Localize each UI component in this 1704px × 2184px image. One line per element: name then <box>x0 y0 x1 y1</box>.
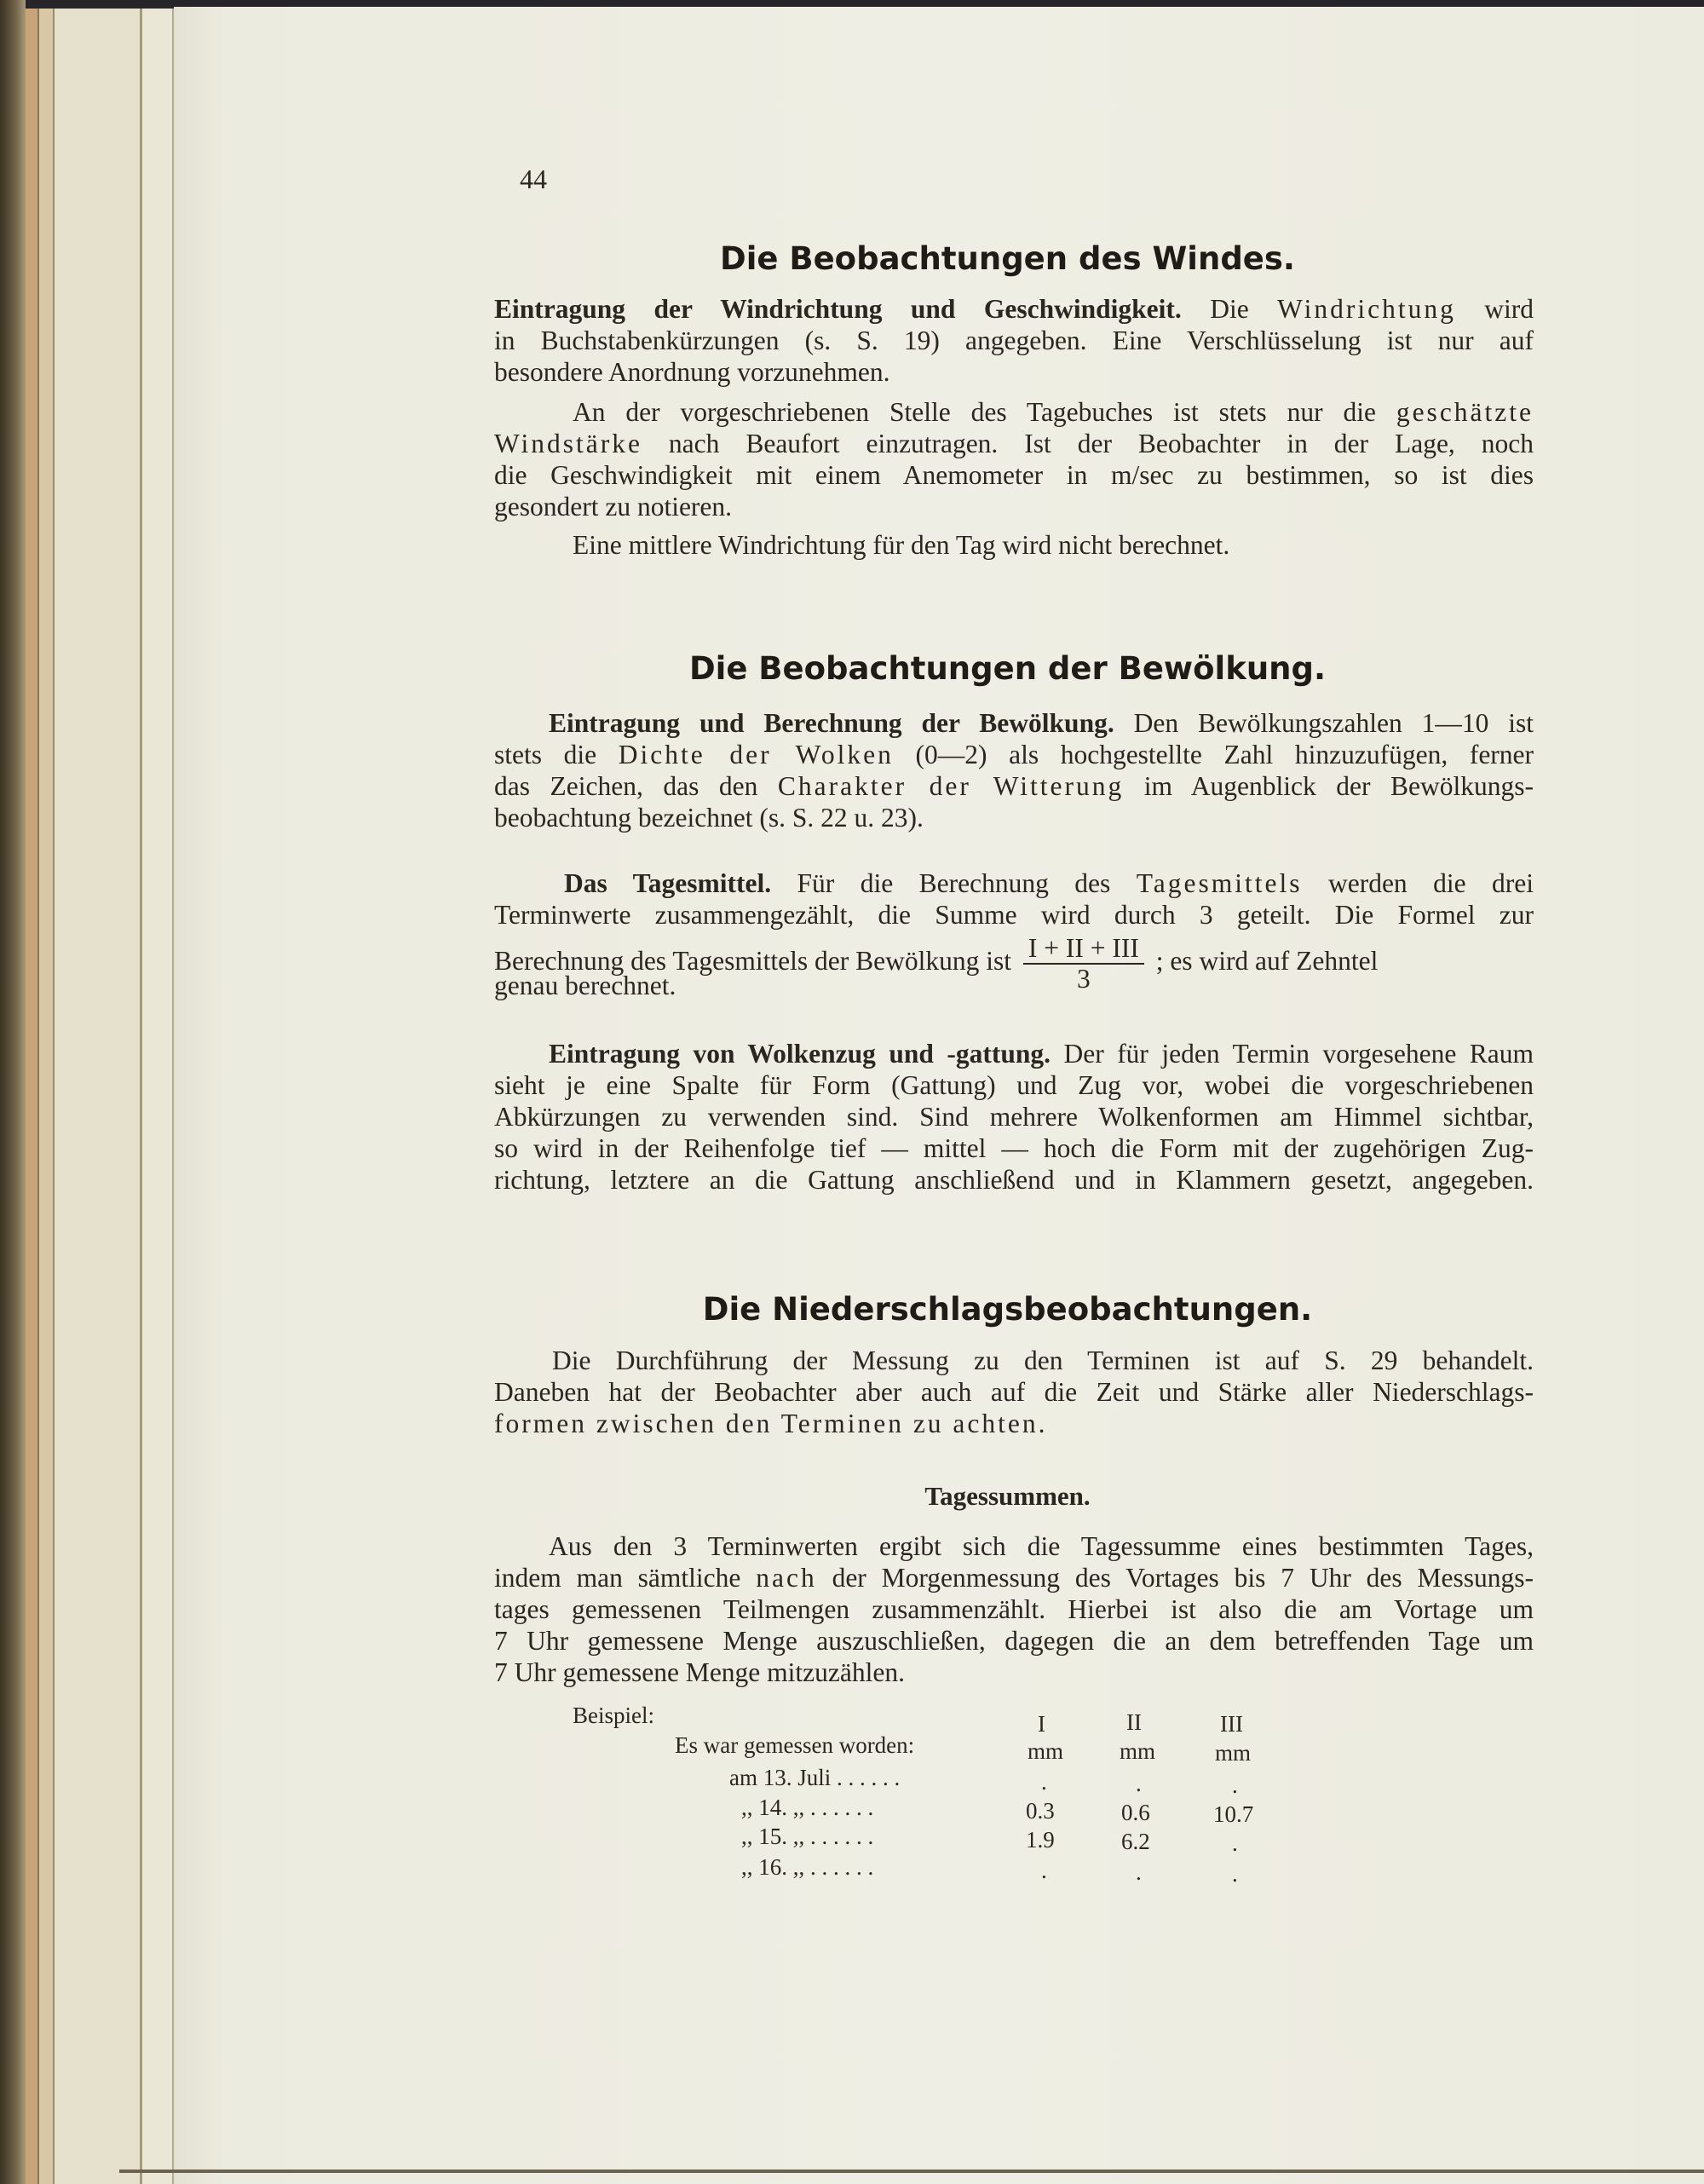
text-line: Eine mittlere Windrichtung für den Tag wird nicht berechnet. <box>573 530 1230 560</box>
table-cell: 1.9 <box>1026 1827 1055 1853</box>
text-line: gesondert zu notieren. <box>494 492 733 522</box>
table-cell: . <box>1136 1771 1142 1796</box>
table-cell: 10.7 <box>1213 1801 1254 1827</box>
text-line: richtung, letztere an die Gattung anschließend und in Klammern gesetzt, angegeben. <box>494 1165 1534 1195</box>
text-line: Terminwerte zusammengezählt, die Summe wird durch 3 geteilt. Die Formel zur <box>494 900 1534 930</box>
text: (0—2) als hochgestellte Zahl hinzuzufügen, ferner <box>915 740 1534 769</box>
table-cell: . <box>1136 1859 1142 1885</box>
formula-denominator: 3 <box>1076 964 1091 994</box>
text: Für die Berechnung des <box>797 868 1111 898</box>
column-unit: mm <box>1120 1738 1156 1764</box>
spaced-emphasis: Dichte der Wolken <box>618 740 894 769</box>
table-cell: . <box>1041 1858 1047 1883</box>
spaced-emphasis: Charakter der Witterung <box>777 771 1125 801</box>
text: Berechnung des Tagesmittels der Bewölkung ist <box>494 946 1011 977</box>
section-heading-precipitation: Die Niederschlagsbeobachtungen. <box>702 1291 1313 1328</box>
text-line: 7 Uhr gemessene Menge mitzuzählen. <box>494 1657 905 1687</box>
text: im Augenblick der Bewölkungs- <box>1143 771 1534 801</box>
table-cell: 0.3 <box>1026 1798 1055 1824</box>
spaced-emphasis: nach <box>756 1563 817 1593</box>
table-row-label: ,, 16. ,, . . . . . . <box>741 1854 874 1880</box>
text: stets die <box>494 740 597 769</box>
run-in-heading: Eintragung der Windrichtung und Geschwindigkeit. <box>494 294 1182 324</box>
text: nach Beaufort einzutragen. Ist der Beobachter in der Lage, noch <box>668 429 1534 458</box>
spaced-emphasis: Tagesmittels <box>1136 868 1303 898</box>
text: ; es wird auf Zehntel <box>1155 946 1379 977</box>
text-line: Aus den 3 Terminwerten ergibt sich die Tagessumme eines bestimmten Tages, <box>549 1531 1534 1561</box>
text-line: Abkürzungen zu verwenden sind. Sind mehrere Wolkenformen am Himmel sichtbar, <box>494 1102 1534 1132</box>
column-header: III <box>1220 1711 1243 1737</box>
table-cell: . <box>1041 1769 1047 1795</box>
text-line: die Geschwindigkeit mit einem Anemometer in m/sec zu bestimmen, so ist dies <box>494 460 1534 490</box>
run-in-heading: Eintragung und Berechnung der Bewölkung. <box>549 708 1114 738</box>
spaced-emphasis: formen zwischen den Terminen zu achten. <box>494 1409 1048 1438</box>
table-row-label: ,, 15. ,, . . . . . . <box>741 1824 874 1849</box>
text-line: Daneben hat der Beobachter aber auch auf die Zeit und Stärke aller Niederschlags- <box>494 1377 1534 1407</box>
text-line: 7 Uhr gemessene Menge auszuschließen, dagegen die an dem betreffenden Tage um <box>494 1626 1534 1656</box>
text: das Zeichen, das den <box>494 771 758 801</box>
text: Den Bewölkungszahlen 1—10 ist <box>1133 708 1534 738</box>
text-line: in Buchstabenkürzungen (s. S. 19) angegeben. Eine Verschlüsselung ist nur auf <box>494 326 1534 355</box>
table-cell: . <box>1232 1772 1238 1798</box>
table-row-label: am 13. Juli . . . . . . <box>729 1765 901 1790</box>
example-subtitle: Es war gemessen worden: <box>675 1732 915 1758</box>
text: wird <box>1484 294 1534 324</box>
text: An der vorgeschriebenen Stelle des Tagebuches ist stets nur die <box>573 397 1376 427</box>
column-header: II <box>1126 1709 1142 1735</box>
text-line: beobachtung bezeichnet (s. S. 22 u. 23). <box>494 803 924 833</box>
text-line: sieht je eine Spalte für Form (Gattung) und Zug vor, wobei die vorgeschriebenen <box>494 1070 1534 1100</box>
table-cell: . <box>1232 1861 1238 1887</box>
spaced-emphasis: geschätzte <box>1396 397 1534 427</box>
text-line: genau berechnet. <box>494 971 676 1000</box>
table-row-label: ,, 14. ,, . . . . . . <box>741 1795 874 1820</box>
text-line: so wird in der Reihenfolge tief — mittel — hoch die Form mit der zugehörigen Zug- <box>494 1133 1534 1163</box>
spaced-emphasis: Windrichtung <box>1277 294 1456 324</box>
subheading-daily-totals: Tagessummen. <box>924 1481 1091 1511</box>
text-line: besondere Anordnung vorzunehmen. <box>494 357 890 387</box>
page-number: 44 <box>520 164 547 194</box>
section-heading-clouds: Die Beobachtungen der Bewölkung. <box>688 650 1327 687</box>
text: Die <box>1210 294 1249 324</box>
text-line: Die Durchführung der Messung zu den Terminen ist auf S. 29 behandelt. <box>552 1346 1534 1375</box>
text: der Morgenmessung des Vortages bis 7 Uhr des Messungs- <box>832 1563 1534 1593</box>
table-cell: . <box>1232 1830 1238 1856</box>
table-cell: 0.6 <box>1121 1800 1150 1825</box>
spaced-emphasis: Windstärke <box>494 429 642 458</box>
text: werden die drei <box>1327 868 1534 898</box>
text-line: tages gemessenen Teilmengen zusammenzählt. Hierbei ist also die am Vortage um <box>494 1594 1534 1624</box>
section-heading-wind: Die Beobachtungen des Windes. <box>720 240 1295 277</box>
text: indem man sämtliche <box>494 1563 741 1593</box>
run-in-heading: Eintragung von Wolkenzug und -gattung. <box>549 1039 1051 1069</box>
run-in-heading: Das Tagesmittel. <box>564 868 772 898</box>
column-header: I <box>1038 1711 1045 1737</box>
text: Der für jeden Termin vorgesehene Raum <box>1063 1039 1534 1069</box>
example-label: Beispiel: <box>573 1703 654 1728</box>
column-unit: mm <box>1215 1740 1252 1766</box>
column-unit: mm <box>1028 1738 1064 1764</box>
formula-numerator: I + II + III <box>1023 934 1144 965</box>
table-cell: 6.2 <box>1121 1829 1150 1854</box>
